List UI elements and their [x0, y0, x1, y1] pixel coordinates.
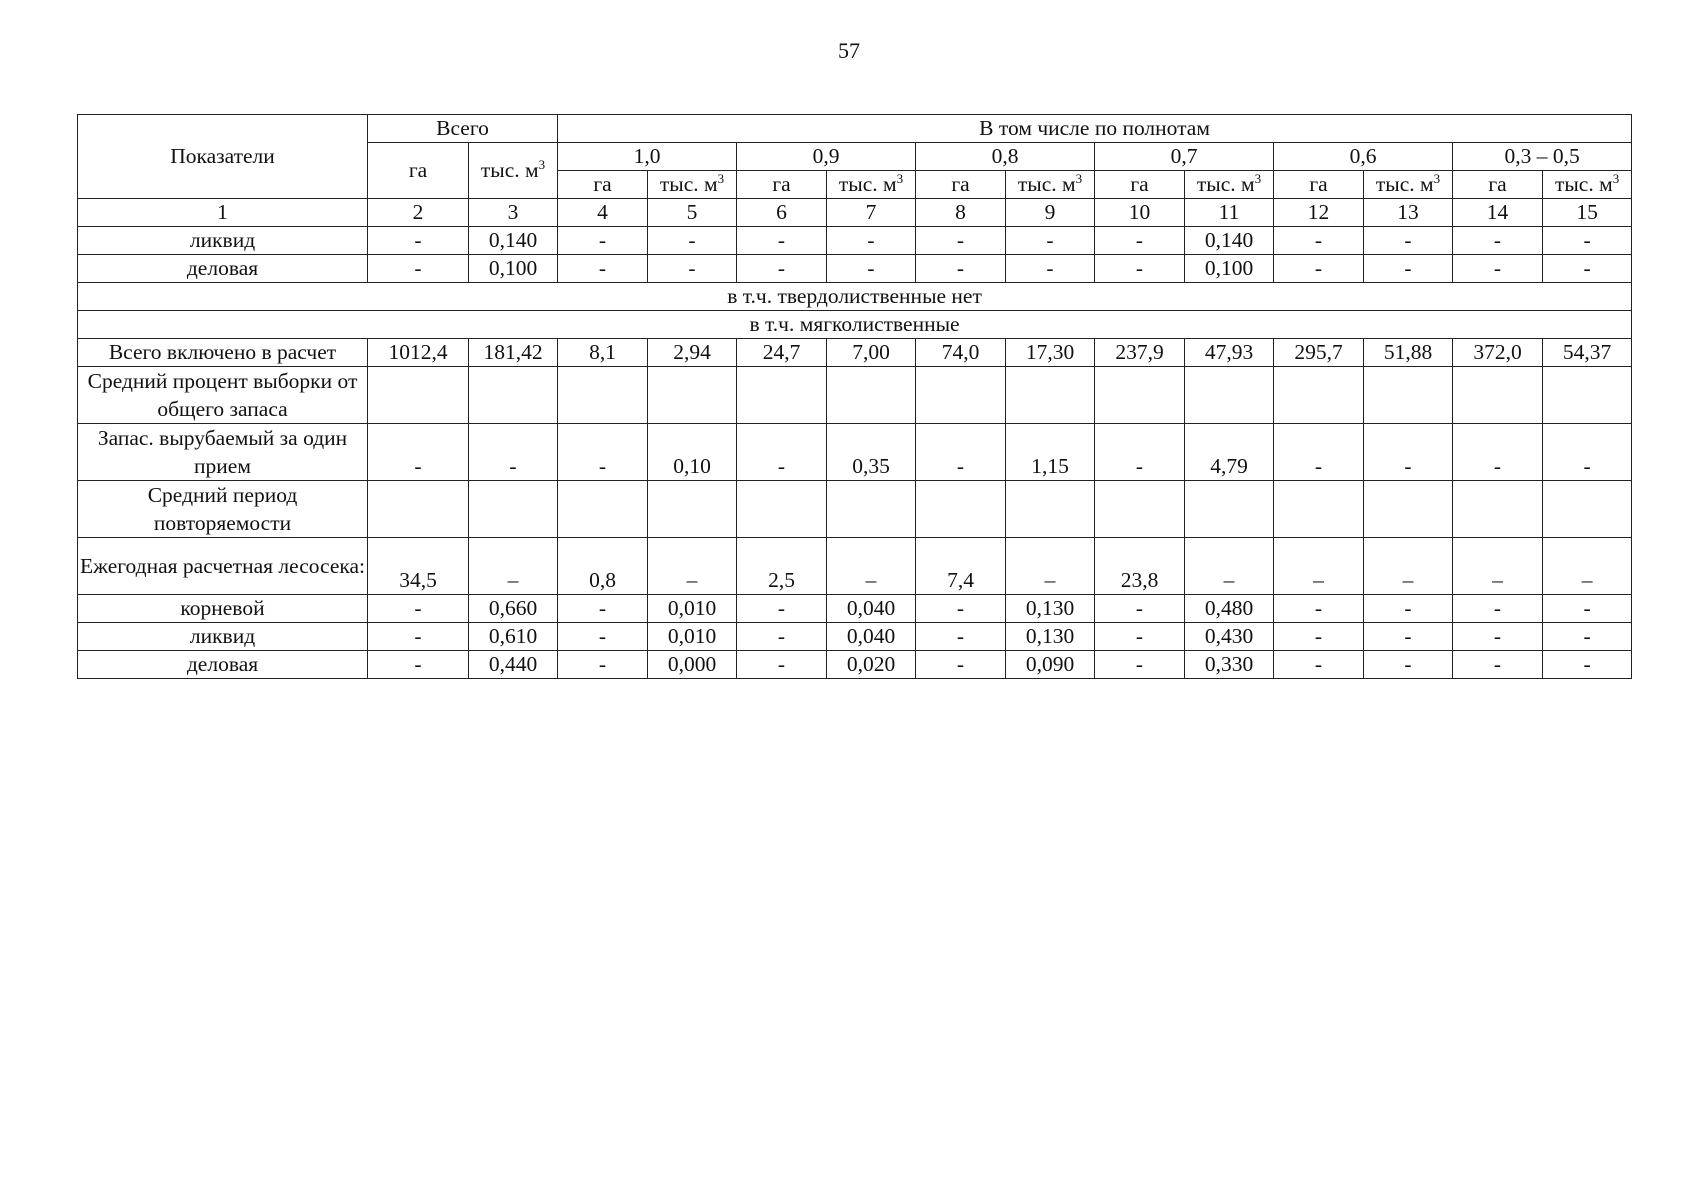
table-cell: 2,94: [648, 339, 737, 367]
row-label: Запас. вырубаемый за один прием: [78, 424, 368, 481]
table-cell: -: [558, 651, 648, 679]
table-cell: -: [1543, 255, 1632, 283]
table-cell: –: [1274, 538, 1364, 595]
table-row: [78, 255, 1632, 283]
table-cell: [469, 367, 558, 424]
column-number: 1: [78, 199, 368, 227]
table-cell: –: [1006, 538, 1095, 595]
table-cell: -: [916, 424, 1006, 481]
table-cell: 7,4: [916, 538, 1006, 595]
table-cell: -: [916, 623, 1006, 651]
table-cell: 7,00: [827, 339, 916, 367]
column-number: 3: [469, 199, 558, 227]
table-cell: -: [469, 424, 558, 481]
table-cell: -: [1453, 595, 1543, 623]
table-cell: [1543, 367, 1632, 424]
table-cell: [1453, 481, 1543, 538]
table-cell: -: [1095, 255, 1185, 283]
table-cell: -: [1364, 227, 1453, 255]
table-cell: [827, 367, 916, 424]
table-cell: -: [1274, 424, 1364, 481]
section-row-softwood: [78, 311, 1632, 339]
unit-superscript: 3: [1612, 170, 1620, 186]
unit-text: тыс. м: [838, 172, 897, 196]
row-label: корневой: [78, 595, 368, 623]
table-cell: [737, 481, 827, 538]
table-cell: [558, 367, 648, 424]
header-density-2: 0,9: [737, 143, 916, 171]
table-cell: 0,090: [1006, 651, 1095, 679]
row-label: Средний период повторяемости: [78, 481, 368, 538]
table-cell: -: [737, 424, 827, 481]
table-cell: -: [368, 255, 469, 283]
table-cell: 74,0: [916, 339, 1006, 367]
table-cell: [1364, 367, 1453, 424]
table-cell: -: [1364, 255, 1453, 283]
table-row: [78, 595, 1632, 623]
unit-text: тыс. м: [1017, 172, 1076, 196]
unit-text: тыс. м: [1375, 172, 1434, 196]
row-label: деловая: [78, 651, 368, 679]
table-cell: 23,8: [1095, 538, 1185, 595]
table-cell: 237,9: [1095, 339, 1185, 367]
table-cell: -: [558, 227, 648, 255]
table-cell: -: [1095, 424, 1185, 481]
table-cell: [1185, 481, 1274, 538]
table-cell: [1185, 367, 1274, 424]
table-cell: -: [1274, 623, 1364, 651]
unit-superscript: 3: [717, 170, 725, 186]
table-cell: [1364, 481, 1453, 538]
table-cell: -: [368, 651, 469, 679]
column-number: 14: [1453, 199, 1543, 227]
header-unit-ha: га: [1453, 171, 1543, 199]
table-cell: -: [1095, 623, 1185, 651]
table-cell: -: [1006, 227, 1095, 255]
table-row: [78, 651, 1632, 679]
column-number: 13: [1364, 199, 1453, 227]
table-cell: -: [1274, 595, 1364, 623]
table-cell: -: [1453, 623, 1543, 651]
table-cell: -: [1364, 623, 1453, 651]
table-cell: -: [368, 595, 469, 623]
column-number: 6: [737, 199, 827, 227]
table-cell: -: [1453, 651, 1543, 679]
header-unit-ha: га: [1274, 171, 1364, 199]
table-cell: -: [558, 595, 648, 623]
table-cell: -: [1364, 595, 1453, 623]
table-cell: -: [648, 255, 737, 283]
table-cell: -: [916, 255, 1006, 283]
table-cell: [827, 481, 916, 538]
table-cell: -: [1453, 424, 1543, 481]
header-row-1: [78, 115, 1632, 143]
table-cell: –: [1543, 538, 1632, 595]
table-cell: –: [469, 538, 558, 595]
table-cell: [916, 481, 1006, 538]
table-cell: -: [827, 227, 916, 255]
column-number: 5: [648, 199, 737, 227]
header-indicators: Показатели: [78, 115, 368, 199]
table-cell: 0,430: [1185, 623, 1274, 651]
table-cell: [1006, 367, 1095, 424]
table-cell: -: [1543, 424, 1632, 481]
unit-superscript: 3: [896, 170, 904, 186]
table-cell: -: [1364, 424, 1453, 481]
unit-text: тыс. м: [1196, 172, 1255, 196]
table-cell: -: [1095, 227, 1185, 255]
table-cell: 0,140: [1185, 227, 1274, 255]
unit-superscript: 3: [1075, 170, 1083, 186]
table-cell: 0,010: [648, 595, 737, 623]
table-cell: -: [368, 424, 469, 481]
table-cell: -: [1543, 623, 1632, 651]
table-cell: 0,10: [648, 424, 737, 481]
column-number: 8: [916, 199, 1006, 227]
header-density-6: 0,3 – 0,5: [1453, 143, 1632, 171]
table-cell: 1012,4: [368, 339, 469, 367]
row-average-percent: [78, 367, 1632, 424]
header-unit-ha: га: [558, 171, 648, 199]
column-number: 9: [1006, 199, 1095, 227]
table-cell: 51,88: [1364, 339, 1453, 367]
table-cell: -: [1006, 255, 1095, 283]
column-number: 11: [1185, 199, 1274, 227]
table-cell: -: [558, 255, 648, 283]
table-body: [78, 115, 1632, 679]
header-unit-ha: га: [1095, 171, 1185, 199]
table-cell: -: [1274, 255, 1364, 283]
header-density-1: 1,0: [558, 143, 737, 171]
header-unit-volume: [1185, 171, 1274, 199]
table-cell: -: [1453, 255, 1543, 283]
table-cell: 1,15: [1006, 424, 1095, 481]
table-cell: [558, 481, 648, 538]
table-cell: -: [737, 595, 827, 623]
table-cell: -: [1274, 651, 1364, 679]
header-unit-volume: [1364, 171, 1453, 199]
row-label: Средний процент выборки от общего запаса: [78, 367, 368, 424]
page-number: 57: [838, 38, 860, 63]
header-including-by-density: В том числе по полнотам: [558, 115, 1632, 143]
section-title: в т.ч. твердолиственные нет: [78, 283, 1632, 311]
table-cell: -: [916, 595, 1006, 623]
table-cell: [1274, 481, 1364, 538]
table-cell: 0,100: [469, 255, 558, 283]
table-cell: 295,7: [1274, 339, 1364, 367]
table-cell: –: [1185, 538, 1274, 595]
table-cell: -: [737, 651, 827, 679]
unit-superscript: 3: [538, 156, 546, 172]
table-cell: –: [648, 538, 737, 595]
table-row: [78, 227, 1632, 255]
table-cell: -: [737, 255, 827, 283]
row-label: Ежегодная расчетная лесосека:: [78, 538, 368, 595]
row-annual-allowable-cut: [78, 538, 1632, 595]
table-cell: -: [827, 255, 916, 283]
table-cell: 0,35: [827, 424, 916, 481]
unit-superscript: 3: [1254, 170, 1262, 186]
table-cell: 34,5: [368, 538, 469, 595]
table-cell: 0,100: [1185, 255, 1274, 283]
table-cell: 47,93: [1185, 339, 1274, 367]
header-total: Всего: [368, 115, 558, 143]
table-cell: -: [737, 227, 827, 255]
table-cell: [368, 481, 469, 538]
table-cell: [1274, 367, 1364, 424]
table-cell: 372,0: [1453, 339, 1543, 367]
table-cell: 0,040: [827, 623, 916, 651]
row-total-included: [78, 339, 1632, 367]
table-row: [78, 623, 1632, 651]
table-cell: -: [368, 623, 469, 651]
table-cell: –: [1364, 538, 1453, 595]
table-cell: [648, 481, 737, 538]
header-unit-volume: [1543, 171, 1632, 199]
column-number: 2: [368, 199, 469, 227]
table-cell: 0,130: [1006, 595, 1095, 623]
table-cell: -: [368, 227, 469, 255]
header-unit-volume: [1006, 171, 1095, 199]
unit-text: тыс. м: [659, 172, 718, 196]
table-cell: 0,010: [648, 623, 737, 651]
table-cell: 4,79: [1185, 424, 1274, 481]
table-cell: -: [1095, 651, 1185, 679]
table-cell: -: [1543, 227, 1632, 255]
table-cell: -: [1453, 227, 1543, 255]
header-total-volume: [469, 143, 558, 199]
column-number: 10: [1095, 199, 1185, 227]
table-cell: [916, 367, 1006, 424]
table-cell: [368, 367, 469, 424]
table-cell: –: [827, 538, 916, 595]
table-cell: 0,130: [1006, 623, 1095, 651]
allowable-cut-table: [77, 114, 1632, 679]
table-cell: 0,610: [469, 623, 558, 651]
row-label: ликвид: [78, 623, 368, 651]
column-number: 4: [558, 199, 648, 227]
table-cell: [469, 481, 558, 538]
unit-superscript: 3: [1433, 170, 1441, 186]
table-cell: 54,37: [1543, 339, 1632, 367]
table-cell: [1453, 367, 1543, 424]
table-cell: 24,7: [737, 339, 827, 367]
row-average-period: [78, 481, 1632, 538]
table-cell: 0,140: [469, 227, 558, 255]
unit-text: тыс. м: [1554, 172, 1613, 196]
table-cell: 8,1: [558, 339, 648, 367]
table-cell: 0,440: [469, 651, 558, 679]
table-cell: 17,30: [1006, 339, 1095, 367]
column-number: 7: [827, 199, 916, 227]
header-density-3: 0,8: [916, 143, 1095, 171]
header-unit-ha: га: [916, 171, 1006, 199]
column-number: 12: [1274, 199, 1364, 227]
unit-text: тыс. м: [480, 158, 539, 182]
row-label: ликвид: [78, 227, 368, 255]
table-cell: [1006, 481, 1095, 538]
table-cell: -: [737, 623, 827, 651]
table-cell: –: [1453, 538, 1543, 595]
section-row-hardwood: [78, 283, 1632, 311]
column-numbers-row: [78, 199, 1632, 227]
table-cell: -: [916, 651, 1006, 679]
table-cell: 0,330: [1185, 651, 1274, 679]
row-label: Всего включено в расчет: [78, 339, 368, 367]
table-cell: 0,480: [1185, 595, 1274, 623]
table-cell: [1095, 367, 1185, 424]
table-cell: 181,42: [469, 339, 558, 367]
table-cell: 0,8: [558, 538, 648, 595]
table-cell: [648, 367, 737, 424]
table-cell: -: [1364, 651, 1453, 679]
table-cell: -: [648, 227, 737, 255]
header-unit-ha: га: [737, 171, 827, 199]
table-cell: -: [1543, 595, 1632, 623]
table-cell: 0,040: [827, 595, 916, 623]
row-label: деловая: [78, 255, 368, 283]
table-cell: -: [1543, 651, 1632, 679]
header-unit-volume: [648, 171, 737, 199]
section-title: в т.ч. мягколиственные: [78, 311, 1632, 339]
table-cell: [737, 367, 827, 424]
header-unit-volume: [827, 171, 916, 199]
table-cell: 0,000: [648, 651, 737, 679]
header-total-ha: га: [368, 143, 469, 199]
table-cell: 0,020: [827, 651, 916, 679]
table-cell: -: [1095, 595, 1185, 623]
header-density-5: 0,6: [1274, 143, 1453, 171]
table-cell: -: [916, 227, 1006, 255]
row-stock-cut-once: [78, 424, 1632, 481]
header-density-4: 0,7: [1095, 143, 1274, 171]
table-cell: [1543, 481, 1632, 538]
table-cell: 0,660: [469, 595, 558, 623]
table-cell: -: [558, 424, 648, 481]
table-cell: -: [1274, 227, 1364, 255]
table-cell: [1095, 481, 1185, 538]
table-cell: 2,5: [737, 538, 827, 595]
table-cell: -: [558, 623, 648, 651]
column-number: 15: [1543, 199, 1632, 227]
